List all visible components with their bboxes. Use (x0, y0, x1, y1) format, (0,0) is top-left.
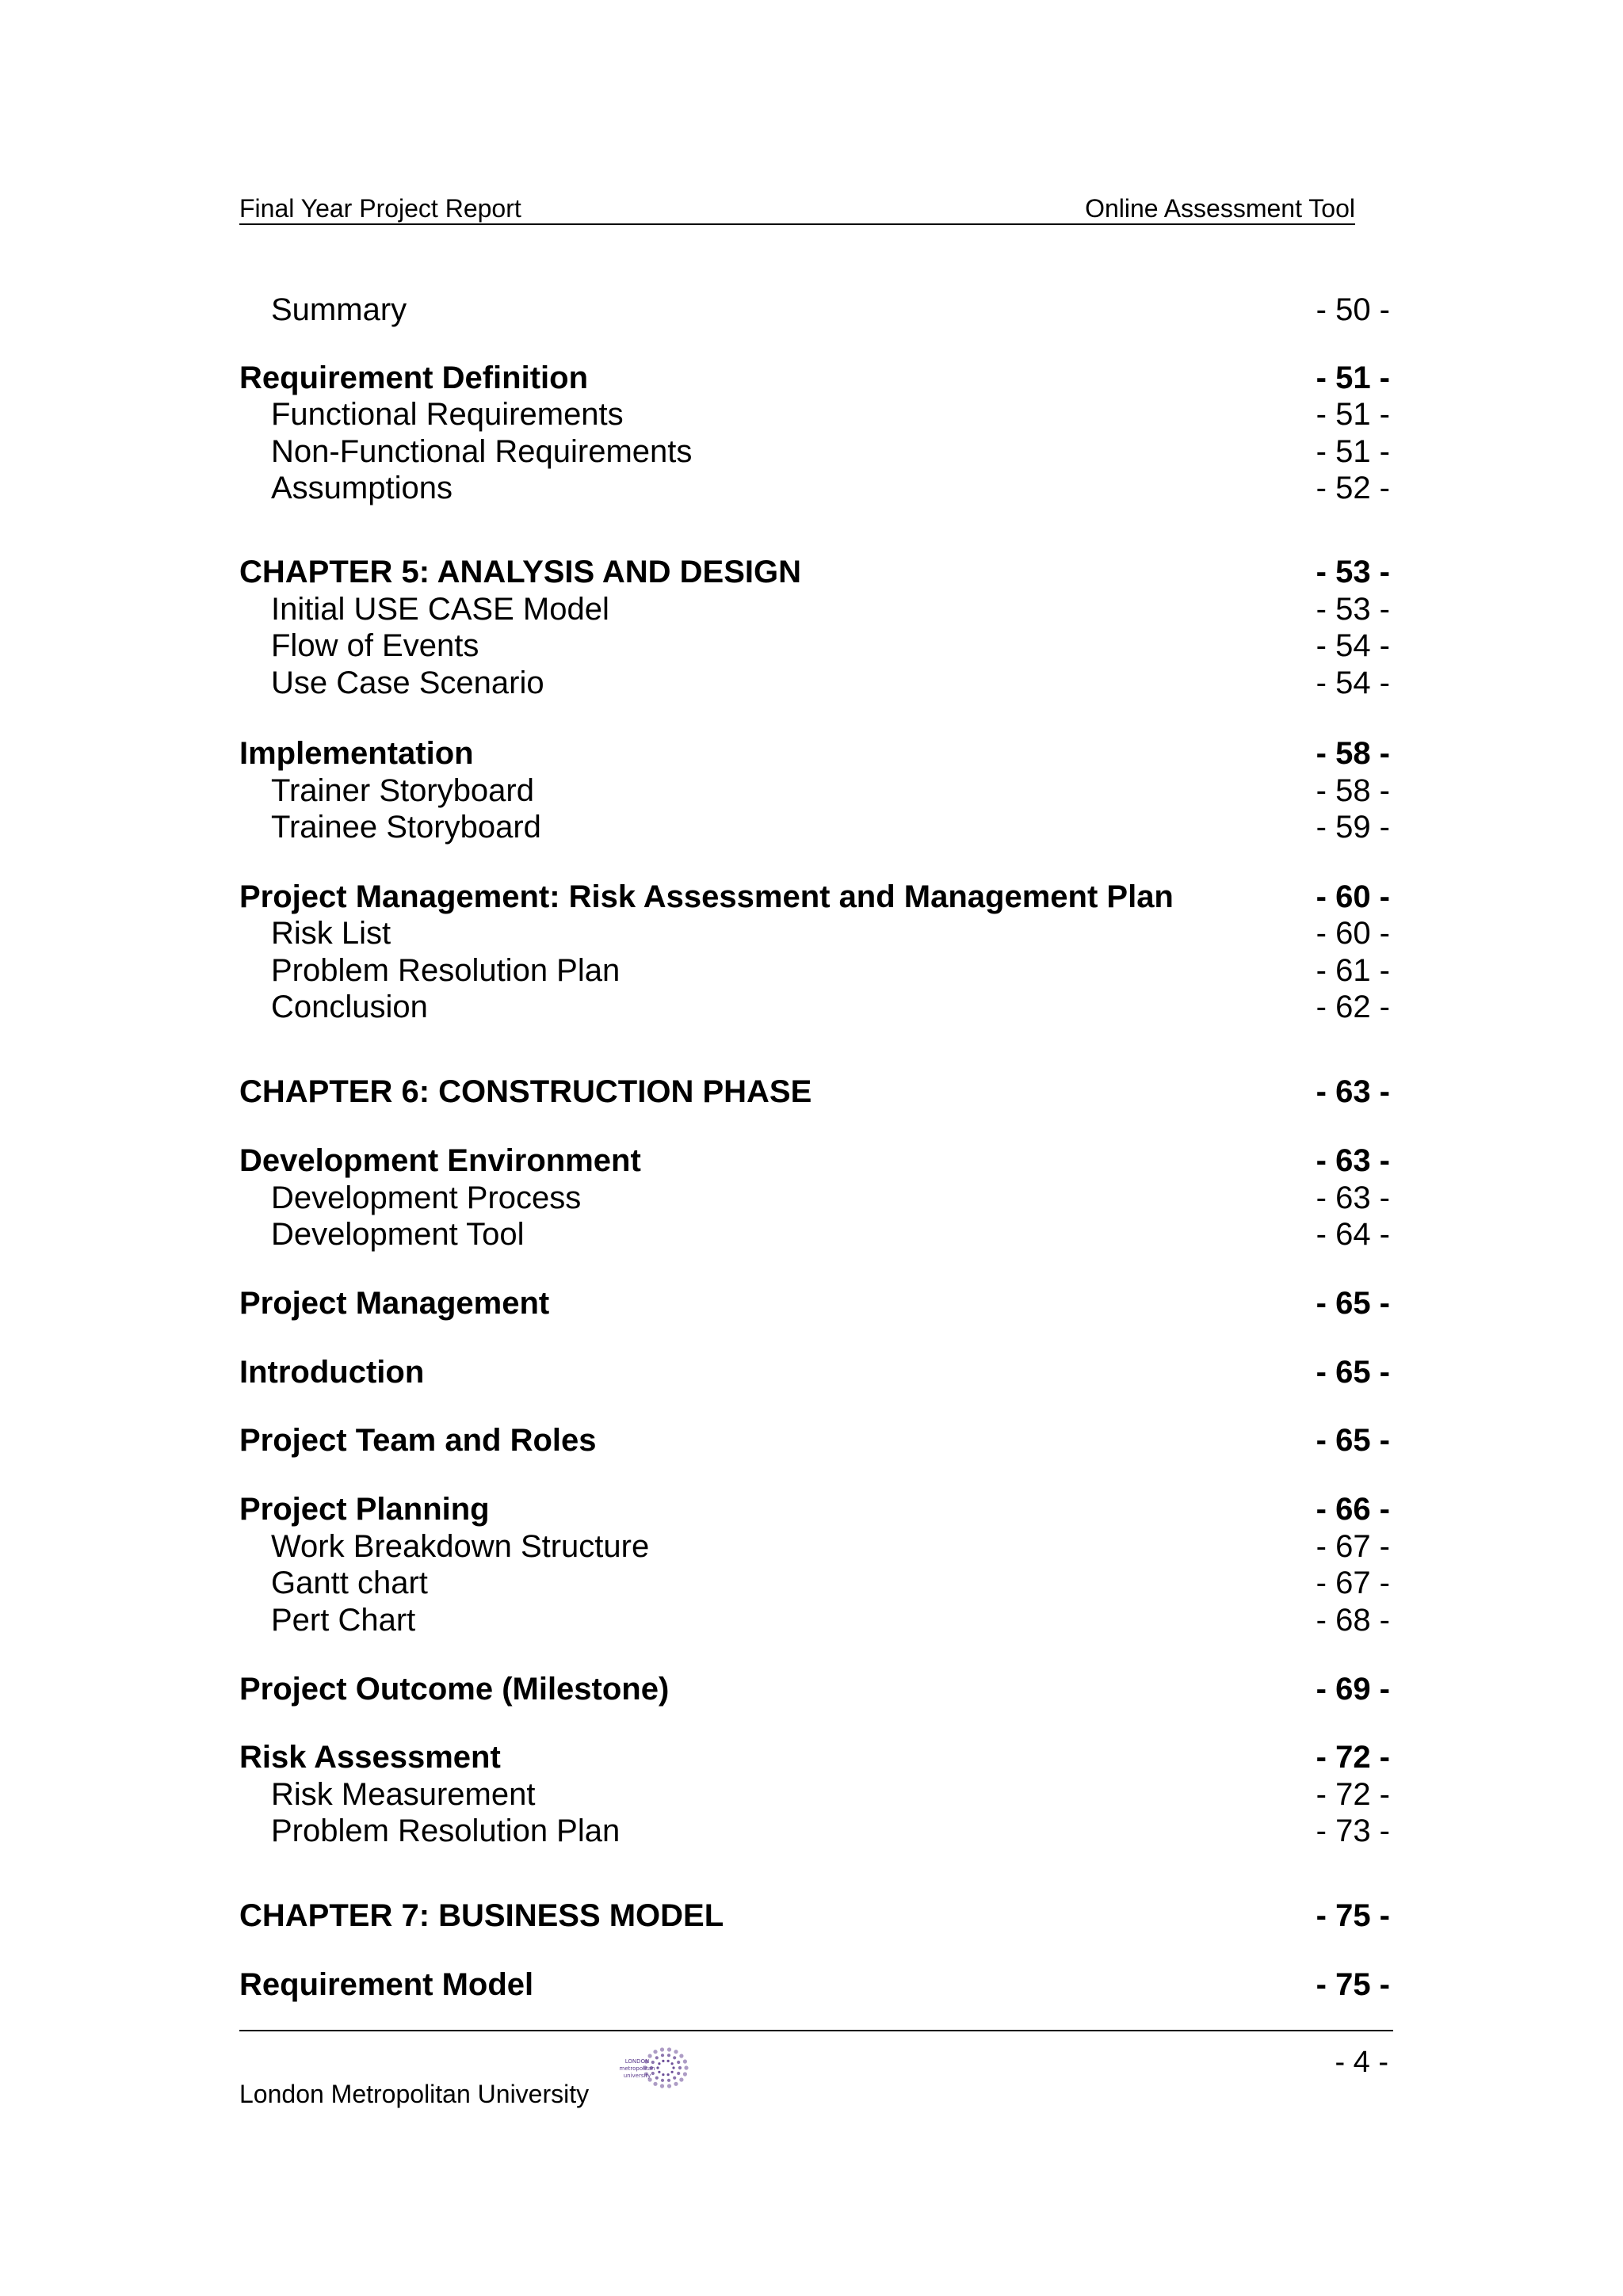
toc-entry-title: Work Breakdown Structure (271, 1529, 650, 1564)
toc-entry-title: Risk List (271, 916, 391, 951)
toc-entry-page: - 54 - (1316, 666, 1390, 700)
toc-entry-title: Non-Functional Requirements (271, 434, 693, 469)
toc-entry-page: - 65 - (1316, 1355, 1390, 1390)
svg-text:LONDON: LONDON (624, 2058, 650, 2065)
toc-entry-page: - 66 - (1316, 1492, 1390, 1527)
toc-entry-title: Project Team and Roles (239, 1423, 597, 1458)
toc-entry-title: Use Case Scenario (271, 666, 544, 700)
toc-entry-title: Gantt chart (271, 1566, 428, 1600)
toc-entry-page: - 58 - (1316, 773, 1390, 808)
toc-entry (239, 468, 1393, 508)
toc-entry (239, 771, 1393, 810)
toc-entry (239, 1811, 1393, 1851)
toc-entry-page: - 51 - (1316, 397, 1390, 432)
toc-entry-title: Flow of Events (271, 628, 479, 663)
toc-entry-page: - 62 - (1316, 990, 1390, 1024)
toc-entry-page: - 50 - (1316, 292, 1390, 327)
toc-entry (239, 807, 1393, 847)
toc-entry (239, 626, 1393, 666)
toc-entry-title: Pert Chart (271, 1603, 416, 1638)
toc-entry-title: Initial USE CASE Model (271, 592, 609, 627)
toc-entry (239, 1527, 1393, 1566)
table-of-contents (239, 0, 1393, 2296)
toc-entry-page: - 52 - (1316, 471, 1390, 505)
toc-entry-title: Assumptions (271, 471, 453, 505)
toc-entry-title: Summary (271, 292, 407, 327)
toc-entry-title: Project Outcome (Milestone) (239, 1672, 670, 1707)
footer-divider (239, 2030, 1393, 2031)
toc-entry (239, 877, 1393, 917)
toc-entry-page: - 63 - (1316, 1180, 1390, 1215)
toc-entry-page: - 65 - (1316, 1286, 1390, 1321)
toc-entry-title: Trainer Storyboard (271, 773, 534, 808)
university-logo-icon (613, 2044, 701, 2107)
toc-entry-title: CHAPTER 5: ANALYSIS AND DESIGN (239, 555, 801, 589)
toc-entry-title: Project Management: Risk Assessment and Management Plan (239, 879, 1174, 914)
toc-entry-title: Implementation (239, 736, 474, 771)
toc-entry-page: - 64 - (1316, 1217, 1390, 1252)
toc-entry (239, 290, 1393, 330)
toc-entry (239, 395, 1393, 434)
toc-entry-page: - 60 - (1316, 879, 1390, 914)
toc-entry-title: Problem Resolution Plan (271, 953, 621, 988)
toc-entry-page: - 67 - (1316, 1529, 1390, 1564)
toc-entry-page: - 61 - (1316, 953, 1390, 988)
toc-entry (239, 987, 1393, 1027)
toc-entry-page: - 53 - (1316, 592, 1390, 627)
toc-entry-title: Development Process (271, 1180, 582, 1215)
footer-institution: London Metropolitan University (239, 2080, 590, 2108)
toc-entry (239, 1178, 1393, 1218)
toc-entry (239, 1421, 1393, 1460)
toc-entry-page: - 63 - (1316, 1143, 1390, 1178)
toc-entry (239, 951, 1393, 990)
toc-entry-page: - 68 - (1316, 1603, 1390, 1638)
toc-entry (239, 734, 1393, 773)
toc-entry-title: Introduction (239, 1355, 425, 1390)
toc-entry-title: Risk Assessment (239, 1740, 501, 1775)
toc-entry (239, 1965, 1393, 2004)
toc-entry (239, 1489, 1393, 1529)
toc-entry-title: Functional Requirements (271, 397, 624, 432)
toc-entry-page: - 75 - (1316, 1898, 1390, 1933)
toc-entry-page: - 63 - (1316, 1074, 1390, 1109)
toc-entry (239, 663, 1393, 703)
toc-entry (239, 913, 1393, 953)
toc-entry-title: Requirement Model (239, 1967, 534, 2002)
toc-entry (239, 552, 1393, 592)
toc-entry-page: - 59 - (1316, 810, 1390, 845)
toc-entry-page: - 72 - (1316, 1740, 1390, 1775)
svg-text:university: university (623, 2073, 651, 2079)
toc-entry-title: Problem Resolution Plan (271, 1814, 621, 1848)
svg-text:metropolitan: metropolitan (619, 2065, 655, 2072)
toc-entry-page: - 75 - (1316, 1967, 1390, 2002)
toc-entry (239, 432, 1393, 471)
header-project-title: Online Assessment Tool (1085, 194, 1355, 223)
page-number: - 4 - (1335, 2046, 1388, 2079)
toc-entry (239, 1283, 1393, 1323)
toc-entry (239, 1737, 1393, 1777)
toc-entry (239, 1775, 1393, 1814)
toc-entry (239, 1352, 1393, 1392)
toc-entry (239, 1669, 1393, 1709)
toc-entry-title: Risk Measurement (271, 1777, 536, 1812)
toc-entry-title: Development Environment (239, 1143, 641, 1178)
toc-entry (239, 1215, 1393, 1254)
toc-entry-page: - 51 - (1316, 360, 1390, 395)
toc-entry (239, 1600, 1393, 1640)
toc-entry (239, 1896, 1393, 1936)
toc-entry-page: - 53 - (1316, 555, 1390, 589)
toc-entry-title: CHAPTER 7: BUSINESS MODEL (239, 1898, 724, 1933)
toc-entry-page: - 54 - (1316, 628, 1390, 663)
toc-entry-title: CHAPTER 6: CONSTRUCTION PHASE (239, 1074, 812, 1109)
toc-entry (239, 1563, 1393, 1603)
toc-entry-page: - 72 - (1316, 1777, 1390, 1812)
toc-entry (239, 358, 1393, 398)
toc-entry-title: Requirement Definition (239, 360, 589, 395)
toc-entry-page: - 73 - (1316, 1814, 1390, 1848)
toc-entry-title: Development Tool (271, 1217, 525, 1252)
toc-entry-title: Project Management (239, 1286, 550, 1321)
toc-entry (239, 1141, 1393, 1180)
toc-entry-page: - 65 - (1316, 1423, 1390, 1458)
toc-entry-page: - 58 - (1316, 736, 1390, 771)
toc-entry-page: - 51 - (1316, 434, 1390, 469)
toc-entry-page: - 67 - (1316, 1566, 1390, 1600)
toc-entry (239, 1072, 1393, 1112)
toc-entry-page: - 69 - (1316, 1672, 1390, 1707)
toc-entry-page: - 60 - (1316, 916, 1390, 951)
header-report-title: Final Year Project Report (239, 194, 521, 223)
toc-entry-title: Trainee Storyboard (271, 810, 541, 845)
toc-entry-title: Conclusion (271, 990, 428, 1024)
toc-entry (239, 589, 1393, 629)
toc-entry-title: Project Planning (239, 1492, 490, 1527)
